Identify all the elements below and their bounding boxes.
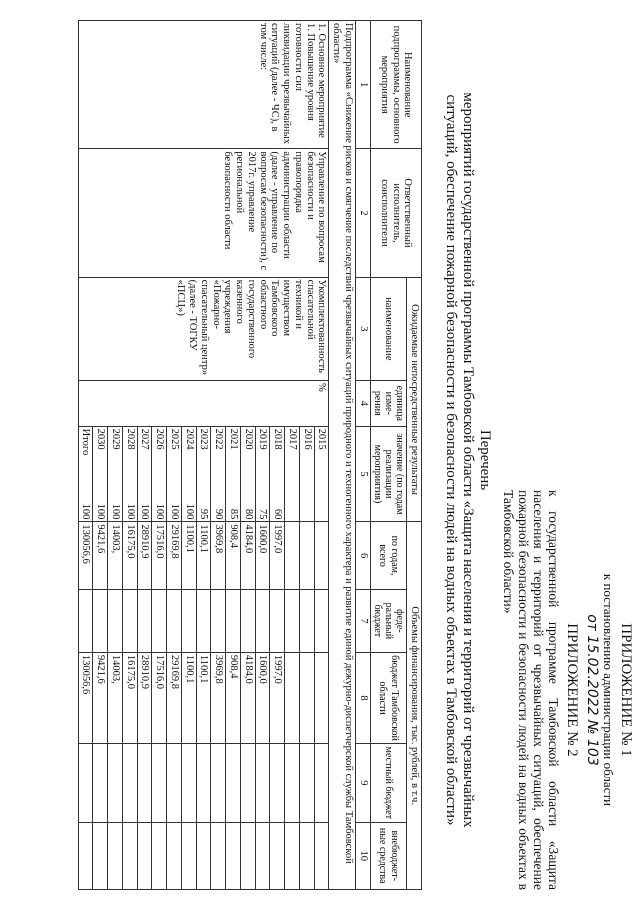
year-value: 100 — [139, 503, 151, 520]
cell-total: 17516,0 — [152, 522, 167, 589]
cell-local — [270, 744, 285, 822]
header-funding: Объемы финансирования, тыс. рублей, в т.ч. — [407, 522, 422, 890]
year-cell — [255, 426, 270, 522]
cell-total: 1100,1 — [196, 522, 211, 589]
year-label: 2028 — [124, 428, 136, 450]
cell-local — [78, 744, 93, 822]
cell-federal — [108, 589, 123, 652]
cell-regional: 908,4 — [226, 652, 241, 743]
header-extra: внебюджет-ные средства — [370, 822, 407, 890]
year-cell — [78, 426, 93, 522]
cell-extra — [108, 822, 123, 890]
title-line-3: ситуаций, обеспечение пожарной безопасности и безопасности людей на водных объектах в Тамбовской области» — [443, 94, 460, 826]
cell-regional — [314, 652, 329, 743]
year-label: 2017 — [286, 428, 298, 450]
cell-federal — [78, 589, 93, 652]
cell-federal — [152, 589, 167, 652]
year-cell — [93, 426, 108, 522]
year-label: 2021 — [227, 428, 239, 450]
cell-local — [152, 744, 167, 822]
year-value: 95 — [198, 508, 210, 520]
year-cell — [167, 426, 182, 522]
col-number: 4 — [355, 380, 370, 426]
year-cell — [152, 426, 167, 522]
year-label: 2025 — [168, 428, 180, 450]
cell-total — [314, 522, 329, 589]
cell-local — [167, 744, 182, 822]
cell-extra — [196, 822, 211, 890]
cell-total: 29169,8 — [167, 522, 182, 589]
cell-federal — [299, 589, 314, 652]
col-number: 5 — [355, 426, 370, 522]
col-number: 7 — [355, 589, 370, 652]
year-cell — [196, 426, 211, 522]
cell-total: 14003, — [108, 522, 123, 589]
cell-regional: 130056,6 — [78, 652, 93, 743]
cell-total: 16175,0 — [122, 522, 137, 589]
cell-local — [108, 744, 123, 822]
year-cell — [108, 426, 123, 522]
cell-regional — [285, 652, 300, 743]
cell-federal — [270, 589, 285, 652]
cell-regional: 14003, — [108, 652, 123, 743]
document-title — [442, 20, 493, 900]
cell-extra — [314, 822, 329, 890]
header-value: значение (по годам реализации мероприятия) — [370, 426, 407, 522]
col-number: 1 — [355, 21, 370, 149]
year-label: 2015 — [316, 428, 328, 450]
year-value: 100 — [183, 503, 195, 520]
cell-extra — [285, 822, 300, 890]
cell-federal — [137, 589, 152, 652]
cell-regional: 1100,1 — [196, 652, 211, 743]
table-row — [314, 21, 329, 890]
header-executor: Ответственный исполнитель, соисполнители — [370, 149, 421, 277]
cell-local — [211, 744, 226, 822]
cell-regional: 3969,8 — [211, 652, 226, 743]
cell-federal — [93, 589, 108, 652]
cell-extra — [167, 822, 182, 890]
cell-total: 908,4 — [226, 522, 241, 589]
year-value: 100 — [95, 503, 107, 520]
year-cell — [226, 426, 241, 522]
year-value: 100 — [154, 503, 166, 520]
year-value: 100 — [124, 503, 136, 520]
year-cell — [211, 426, 226, 522]
cell-regional — [299, 652, 314, 743]
title-line-1: Перечень — [477, 429, 493, 491]
cell-regional: 9421,6 — [93, 652, 108, 743]
cell-local — [255, 744, 270, 822]
year-label: 2018 — [272, 428, 284, 450]
cell-total: 130056,6 — [78, 522, 93, 589]
cell-extra — [93, 822, 108, 890]
cell-federal — [285, 589, 300, 652]
cell-federal — [255, 589, 270, 652]
appendix-1-title: ПРИЛОЖЕНИЕ № 1 — [618, 623, 634, 757]
cell-local — [285, 744, 300, 822]
header-expected-results: Ожидаемые непосредственные результаты — [407, 277, 422, 522]
activity-name: 1. Основное мероприятие 1. Повышение уровня готовности сил ликвидации чрезвычайных ситуаций (далее - ЧС), в том числе: — [78, 21, 329, 149]
cell-regional: 1997,0 — [270, 652, 285, 743]
header-indicator: наименование — [370, 277, 407, 380]
cell-total: 3969,8 — [211, 522, 226, 589]
year-value: 90 — [213, 508, 225, 520]
cell-federal — [226, 589, 241, 652]
col-number: 3 — [355, 277, 370, 380]
cell-regional: 1100,1 — [181, 652, 196, 743]
cell-extra — [270, 822, 285, 890]
year-label: 2026 — [154, 428, 166, 450]
cell-federal — [196, 589, 211, 652]
year-cell — [314, 426, 329, 522]
cell-federal — [240, 589, 255, 652]
cell-federal — [211, 589, 226, 652]
cell-local — [122, 744, 137, 822]
cell-local — [314, 744, 329, 822]
cell-total: 9421,6 — [93, 522, 108, 589]
cell-total: 28910,9 — [137, 522, 152, 589]
column-number-row — [355, 21, 370, 890]
cell-federal — [314, 589, 329, 652]
year-value: 80 — [242, 508, 254, 520]
cell-federal — [122, 589, 137, 652]
cell-federal — [181, 589, 196, 652]
year-label: 2027 — [139, 428, 151, 450]
year-value: 60 — [272, 508, 284, 520]
header-total: по годам, всего — [370, 522, 407, 589]
header-unit: единица изме-рения — [370, 380, 407, 426]
header-local: местный бюджет — [370, 744, 407, 822]
year-value: 85 — [227, 508, 239, 520]
cell-local — [226, 744, 241, 822]
cell-regional: 1600,0 — [255, 652, 270, 743]
year-label: Итого — [80, 428, 92, 456]
col-number: 2 — [355, 149, 370, 277]
year-cell — [122, 426, 137, 522]
cell-extra — [152, 822, 167, 890]
cell-extra — [299, 822, 314, 890]
header-name: Наименование подпрограммы, основного мероприятия — [370, 21, 421, 149]
header-federal: феде-ральный бюджет — [370, 589, 407, 652]
year-cell — [181, 426, 196, 522]
cell-total — [299, 522, 314, 589]
cell-extra — [255, 822, 270, 890]
resolution-reference: к постановлению администрации области — [601, 573, 616, 807]
cell-federal — [167, 589, 182, 652]
cell-total: 1100,1 — [181, 522, 196, 589]
title-line-2: мероприятий государственной программы Тамбовской области «Защита населения и территорий от чрезвычайных — [460, 92, 477, 828]
cell-local — [137, 744, 152, 822]
cell-regional: 16175,0 — [122, 652, 137, 743]
year-label: 2024 — [183, 428, 195, 450]
cell-total: 4184,0 — [240, 522, 255, 589]
activity-executor: Управление по вопросам безопасности и правопорядка администрации области (далее - управление по вопросам безопасности), с 2017г. управление региональной безопасности области — [78, 149, 329, 277]
header-regional: бюджет Тамбовской области — [370, 652, 407, 743]
cell-regional: 29169,8 — [167, 652, 182, 743]
subprogram-title: Подпрограмма «Снижение рисков и смягчение последствий чрезвычайных ситуаций природного и техногенного характера и развитие единой дежурно-диспетчерской службы Тамбовской области» — [329, 21, 356, 890]
cell-local — [181, 744, 196, 822]
cell-extra — [226, 822, 241, 890]
col-number: 6 — [355, 522, 370, 589]
year-label: 2023 — [198, 428, 210, 450]
cell-local — [240, 744, 255, 822]
cell-extra — [137, 822, 152, 890]
cell-total: 1600,0 — [255, 522, 270, 589]
cell-total: 1997,0 — [270, 522, 285, 589]
activities-table — [78, 20, 422, 890]
cell-extra — [181, 822, 196, 890]
year-label: 2020 — [242, 428, 254, 450]
activity-unit: % — [78, 380, 329, 426]
col-number: 9 — [355, 744, 370, 822]
year-value: 100 — [168, 503, 180, 520]
handwritten-date-number: от 15.02.2022 № 103 — [584, 614, 600, 766]
year-label: 2019 — [257, 428, 269, 450]
program-reference: к государственной программе Тамбовской области «Защита населения и территорий от чрезвычайных ситуаций, обеспечение пожарной безопасности и безопасности людей на водных объектах в Тамбовской области» — [500, 490, 561, 890]
document-header — [501, 490, 634, 890]
cell-local — [93, 744, 108, 822]
cell-extra — [122, 822, 137, 890]
cell-regional: 17516,0 — [152, 652, 167, 743]
col-number: 8 — [355, 652, 370, 743]
cell-local — [196, 744, 211, 822]
col-number: 10 — [355, 822, 370, 890]
year-cell — [240, 426, 255, 522]
year-value: 100 — [80, 503, 92, 520]
year-label: 2022 — [213, 428, 225, 450]
cell-total — [285, 522, 300, 589]
year-label: 2030 — [95, 428, 107, 450]
cell-extra — [240, 822, 255, 890]
cell-local — [299, 744, 314, 822]
cell-regional: 4184,0 — [240, 652, 255, 743]
cell-regional: 28910,9 — [137, 652, 152, 743]
year-value: 75 — [257, 508, 269, 520]
activity-indicator: Укомплектованность спасательной техникой и имуществом Тамбовского областного государственного казенного учреждения «Пожарно-спасательный центр» (далее - ТОГКУ «ПСЦ») — [78, 277, 329, 380]
year-cell — [270, 426, 285, 522]
year-label: 2016 — [301, 428, 313, 450]
year-value: 100 — [109, 503, 121, 520]
year-cell — [137, 426, 152, 522]
year-label: 2029 — [109, 428, 121, 450]
cell-extra — [211, 822, 226, 890]
cell-extra — [78, 822, 93, 890]
year-cell — [285, 426, 300, 522]
appendix-2-title: ПРИЛОЖЕНИЕ № 2 — [564, 623, 580, 757]
year-cell — [299, 426, 314, 522]
